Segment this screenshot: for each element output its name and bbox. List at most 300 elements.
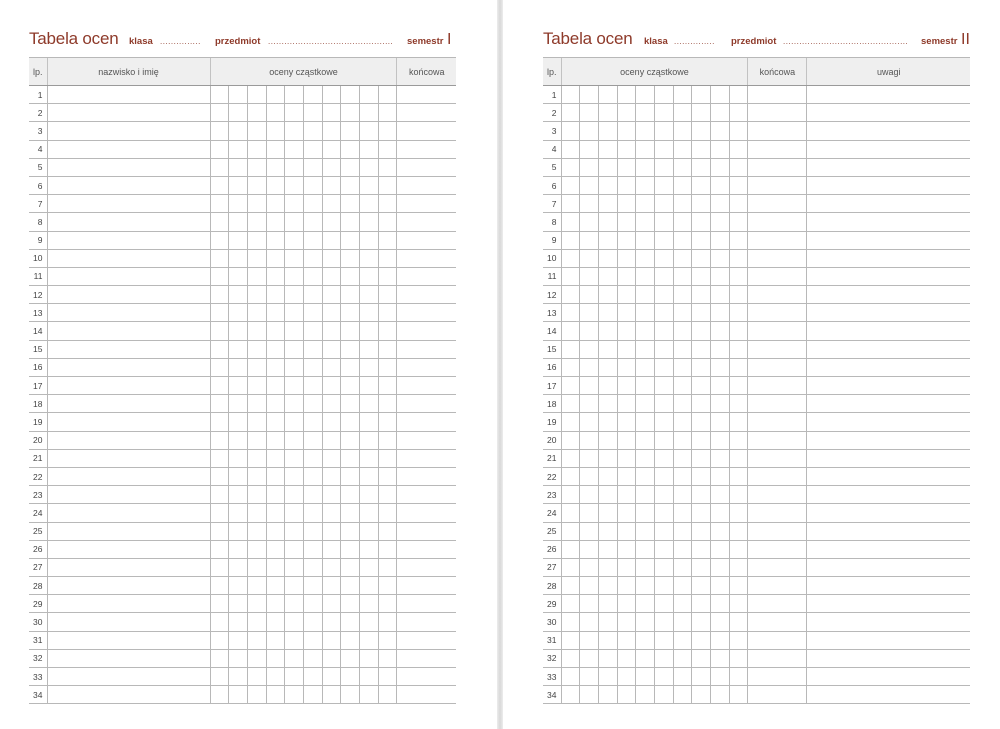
notes-cell[interactable] <box>807 504 970 522</box>
grade-cell[interactable] <box>210 686 229 704</box>
grade-cell[interactable] <box>247 176 266 194</box>
grade-cell[interactable] <box>729 431 748 449</box>
grade-cell[interactable] <box>360 595 379 613</box>
grade-cell[interactable] <box>692 322 711 340</box>
grade-cell[interactable] <box>210 122 229 140</box>
grade-cell[interactable] <box>378 449 397 467</box>
grade-cell[interactable] <box>247 213 266 231</box>
grade-cell[interactable] <box>341 340 360 358</box>
grade-cell[interactable] <box>229 522 248 540</box>
grade-cell[interactable] <box>341 140 360 158</box>
grade-cell[interactable] <box>692 86 711 104</box>
final-cell[interactable] <box>748 322 807 340</box>
grade-cell[interactable] <box>729 304 748 322</box>
grade-cell[interactable] <box>341 631 360 649</box>
grade-cell[interactable] <box>266 195 285 213</box>
grade-cell[interactable] <box>692 304 711 322</box>
grade-cell[interactable] <box>210 504 229 522</box>
notes-cell[interactable] <box>807 140 970 158</box>
notes-cell[interactable] <box>807 668 970 686</box>
grade-cell[interactable] <box>378 504 397 522</box>
grade-cell[interactable] <box>229 467 248 485</box>
grade-cell[interactable] <box>617 176 636 194</box>
grade-cell[interactable] <box>654 286 673 304</box>
final-cell[interactable] <box>397 686 456 704</box>
grade-cell[interactable] <box>303 86 322 104</box>
grade-cell[interactable] <box>654 231 673 249</box>
grade-cell[interactable] <box>360 231 379 249</box>
grade-cell[interactable] <box>711 213 730 231</box>
grade-cell[interactable] <box>285 86 304 104</box>
grade-cell[interactable] <box>210 104 229 122</box>
grade-cell[interactable] <box>729 649 748 667</box>
grade-cell[interactable] <box>360 649 379 667</box>
notes-cell[interactable] <box>807 486 970 504</box>
grade-cell[interactable] <box>285 286 304 304</box>
grade-cell[interactable] <box>561 195 580 213</box>
grade-cell[interactable] <box>303 304 322 322</box>
grade-cell[interactable] <box>561 558 580 576</box>
grade-cell[interactable] <box>692 231 711 249</box>
grade-cell[interactable] <box>673 158 692 176</box>
grade-cell[interactable] <box>617 449 636 467</box>
notes-cell[interactable] <box>807 86 970 104</box>
grade-cell[interactable] <box>580 577 599 595</box>
grade-cell[interactable] <box>598 649 617 667</box>
grade-cell[interactable] <box>673 377 692 395</box>
grade-cell[interactable] <box>636 413 655 431</box>
grade-cell[interactable] <box>561 231 580 249</box>
grade-cell[interactable] <box>247 231 266 249</box>
final-cell[interactable] <box>748 486 807 504</box>
grade-cell[interactable] <box>378 431 397 449</box>
grade-cell[interactable] <box>266 213 285 231</box>
grade-cell[interactable] <box>598 686 617 704</box>
grade-cell[interactable] <box>692 413 711 431</box>
final-cell[interactable] <box>748 540 807 558</box>
grade-cell[interactable] <box>378 613 397 631</box>
grade-cell[interactable] <box>654 467 673 485</box>
grade-cell[interactable] <box>360 86 379 104</box>
grade-cell[interactable] <box>341 467 360 485</box>
grade-cell[interactable] <box>341 595 360 613</box>
grade-cell[interactable] <box>673 595 692 613</box>
name-cell[interactable] <box>47 286 210 304</box>
grade-cell[interactable] <box>580 613 599 631</box>
final-cell[interactable] <box>397 413 456 431</box>
grade-cell[interactable] <box>210 522 229 540</box>
grade-cell[interactable] <box>266 304 285 322</box>
grade-cell[interactable] <box>654 104 673 122</box>
grade-cell[interactable] <box>711 158 730 176</box>
grade-cell[interactable] <box>580 540 599 558</box>
grade-cell[interactable] <box>266 686 285 704</box>
name-cell[interactable] <box>47 668 210 686</box>
name-cell[interactable] <box>47 86 210 104</box>
grade-cell[interactable] <box>341 286 360 304</box>
grade-cell[interactable] <box>580 377 599 395</box>
grade-cell[interactable] <box>322 431 341 449</box>
grade-cell[interactable] <box>360 158 379 176</box>
final-cell[interactable] <box>748 467 807 485</box>
grade-cell[interactable] <box>341 395 360 413</box>
grade-cell[interactable] <box>580 322 599 340</box>
grade-cell[interactable] <box>580 395 599 413</box>
grade-cell[interactable] <box>341 104 360 122</box>
notes-cell[interactable] <box>807 377 970 395</box>
grade-cell[interactable] <box>285 668 304 686</box>
grade-cell[interactable] <box>617 213 636 231</box>
final-cell[interactable] <box>397 540 456 558</box>
grade-cell[interactable] <box>636 649 655 667</box>
grade-cell[interactable] <box>711 176 730 194</box>
grade-cell[interactable] <box>636 213 655 231</box>
grade-cell[interactable] <box>654 358 673 376</box>
grade-cell[interactable] <box>580 558 599 576</box>
grade-cell[interactable] <box>247 577 266 595</box>
grade-cell[interactable] <box>711 358 730 376</box>
grade-cell[interactable] <box>561 140 580 158</box>
final-cell[interactable] <box>397 558 456 576</box>
grade-cell[interactable] <box>561 322 580 340</box>
grade-cell[interactable] <box>247 522 266 540</box>
grade-cell[interactable] <box>636 304 655 322</box>
grade-cell[interactable] <box>229 631 248 649</box>
grade-cell[interactable] <box>692 504 711 522</box>
grade-cell[interactable] <box>673 286 692 304</box>
grade-cell[interactable] <box>692 395 711 413</box>
grade-cell[interactable] <box>378 176 397 194</box>
grade-cell[interactable] <box>210 304 229 322</box>
grade-cell[interactable] <box>617 231 636 249</box>
grade-cell[interactable] <box>729 158 748 176</box>
grade-cell[interactable] <box>247 631 266 649</box>
grade-cell[interactable] <box>341 358 360 376</box>
grade-cell[interactable] <box>654 431 673 449</box>
grade-cell[interactable] <box>247 304 266 322</box>
grade-cell[interactable] <box>247 286 266 304</box>
grade-cell[interactable] <box>673 413 692 431</box>
grade-cell[interactable] <box>729 540 748 558</box>
name-cell[interactable] <box>47 522 210 540</box>
grade-cell[interactable] <box>303 413 322 431</box>
final-cell[interactable] <box>397 213 456 231</box>
grade-cell[interactable] <box>692 467 711 485</box>
grade-cell[interactable] <box>561 86 580 104</box>
grade-cell[interactable] <box>229 504 248 522</box>
grade-cell[interactable] <box>580 649 599 667</box>
notes-cell[interactable] <box>807 522 970 540</box>
final-cell[interactable] <box>397 340 456 358</box>
grade-cell[interactable] <box>360 286 379 304</box>
grade-cell[interactable] <box>285 140 304 158</box>
grade-cell[interactable] <box>247 613 266 631</box>
grade-cell[interactable] <box>341 504 360 522</box>
grade-cell[interactable] <box>378 377 397 395</box>
grade-cell[interactable] <box>210 486 229 504</box>
grade-cell[interactable] <box>285 176 304 194</box>
grade-cell[interactable] <box>341 267 360 285</box>
grade-cell[interactable] <box>341 613 360 631</box>
grade-cell[interactable] <box>711 249 730 267</box>
grade-cell[interactable] <box>247 158 266 176</box>
grade-cell[interactable] <box>580 358 599 376</box>
grade-cell[interactable] <box>322 577 341 595</box>
grade-cell[interactable] <box>266 631 285 649</box>
grade-cell[interactable] <box>561 540 580 558</box>
grade-cell[interactable] <box>322 249 341 267</box>
grade-cell[interactable] <box>711 631 730 649</box>
final-cell[interactable] <box>748 377 807 395</box>
grade-cell[interactable] <box>711 395 730 413</box>
grade-cell[interactable] <box>303 558 322 576</box>
grade-cell[interactable] <box>247 486 266 504</box>
grade-cell[interactable] <box>360 449 379 467</box>
final-cell[interactable] <box>397 231 456 249</box>
grade-cell[interactable] <box>210 540 229 558</box>
grade-cell[interactable] <box>580 467 599 485</box>
grade-cell[interactable] <box>561 249 580 267</box>
grade-cell[interactable] <box>247 413 266 431</box>
grade-cell[interactable] <box>210 358 229 376</box>
grade-cell[interactable] <box>673 649 692 667</box>
grade-cell[interactable] <box>598 540 617 558</box>
final-cell[interactable] <box>397 668 456 686</box>
grade-cell[interactable] <box>247 122 266 140</box>
name-cell[interactable] <box>47 649 210 667</box>
grade-cell[interactable] <box>229 449 248 467</box>
final-cell[interactable] <box>748 431 807 449</box>
grade-cell[interactable] <box>580 140 599 158</box>
name-cell[interactable] <box>47 231 210 249</box>
grade-cell[interactable] <box>378 522 397 540</box>
grade-cell[interactable] <box>229 340 248 358</box>
grade-cell[interactable] <box>210 413 229 431</box>
grade-cell[interactable] <box>561 631 580 649</box>
grade-cell[interactable] <box>303 377 322 395</box>
grade-cell[interactable] <box>636 486 655 504</box>
grade-cell[interactable] <box>636 431 655 449</box>
grade-cell[interactable] <box>673 486 692 504</box>
grade-cell[interactable] <box>673 686 692 704</box>
grade-cell[interactable] <box>378 322 397 340</box>
grade-cell[interactable] <box>229 249 248 267</box>
grade-cell[interactable] <box>360 340 379 358</box>
grade-cell[interactable] <box>654 249 673 267</box>
grade-cell[interactable] <box>303 249 322 267</box>
grade-cell[interactable] <box>266 522 285 540</box>
notes-cell[interactable] <box>807 249 970 267</box>
final-cell[interactable] <box>397 195 456 213</box>
grade-cell[interactable] <box>617 504 636 522</box>
grade-cell[interactable] <box>303 231 322 249</box>
grade-cell[interactable] <box>360 140 379 158</box>
notes-cell[interactable] <box>807 413 970 431</box>
grade-cell[interactable] <box>322 377 341 395</box>
grade-cell[interactable] <box>729 577 748 595</box>
grade-cell[interactable] <box>692 631 711 649</box>
grade-cell[interactable] <box>580 249 599 267</box>
notes-cell[interactable] <box>807 158 970 176</box>
final-cell[interactable] <box>748 558 807 576</box>
grade-cell[interactable] <box>729 686 748 704</box>
final-cell[interactable] <box>397 649 456 667</box>
grade-cell[interactable] <box>247 340 266 358</box>
grade-cell[interactable] <box>617 686 636 704</box>
grade-cell[interactable] <box>692 249 711 267</box>
grade-cell[interactable] <box>692 213 711 231</box>
grade-cell[interactable] <box>692 195 711 213</box>
grade-cell[interactable] <box>322 267 341 285</box>
grade-cell[interactable] <box>322 649 341 667</box>
grade-cell[interactable] <box>654 504 673 522</box>
grade-cell[interactable] <box>729 613 748 631</box>
grade-cell[interactable] <box>673 304 692 322</box>
grade-cell[interactable] <box>692 122 711 140</box>
grade-cell[interactable] <box>692 449 711 467</box>
grade-cell[interactable] <box>692 595 711 613</box>
grade-cell[interactable] <box>229 558 248 576</box>
grade-cell[interactable] <box>341 522 360 540</box>
grade-cell[interactable] <box>210 631 229 649</box>
final-cell[interactable] <box>397 249 456 267</box>
grade-cell[interactable] <box>711 431 730 449</box>
grade-cell[interactable] <box>598 140 617 158</box>
grade-cell[interactable] <box>673 213 692 231</box>
grade-cell[interactable] <box>598 504 617 522</box>
grade-cell[interactable] <box>341 686 360 704</box>
grade-cell[interactable] <box>692 158 711 176</box>
grade-cell[interactable] <box>729 195 748 213</box>
grade-cell[interactable] <box>711 613 730 631</box>
grade-cell[interactable] <box>598 358 617 376</box>
grade-cell[interactable] <box>210 322 229 340</box>
grade-cell[interactable] <box>341 649 360 667</box>
grade-cell[interactable] <box>598 413 617 431</box>
grade-cell[interactable] <box>580 195 599 213</box>
grade-cell[interactable] <box>285 195 304 213</box>
grade-cell[interactable] <box>561 686 580 704</box>
grade-cell[interactable] <box>285 377 304 395</box>
grade-cell[interactable] <box>266 122 285 140</box>
grade-cell[interactable] <box>303 668 322 686</box>
notes-cell[interactable] <box>807 304 970 322</box>
grade-cell[interactable] <box>303 267 322 285</box>
grade-cell[interactable] <box>378 395 397 413</box>
final-cell[interactable] <box>748 195 807 213</box>
grade-cell[interactable] <box>266 140 285 158</box>
grade-cell[interactable] <box>360 377 379 395</box>
final-cell[interactable] <box>397 486 456 504</box>
grade-cell[interactable] <box>360 686 379 704</box>
grade-cell[interactable] <box>322 522 341 540</box>
grade-cell[interactable] <box>229 213 248 231</box>
grade-cell[interactable] <box>692 540 711 558</box>
grade-cell[interactable] <box>229 86 248 104</box>
grade-cell[interactable] <box>210 649 229 667</box>
grade-cell[interactable] <box>617 467 636 485</box>
grade-cell[interactable] <box>636 86 655 104</box>
name-cell[interactable] <box>47 577 210 595</box>
grade-cell[interactable] <box>360 577 379 595</box>
grade-cell[interactable] <box>378 140 397 158</box>
name-cell[interactable] <box>47 595 210 613</box>
final-cell[interactable] <box>397 595 456 613</box>
grade-cell[interactable] <box>636 340 655 358</box>
grade-cell[interactable] <box>673 322 692 340</box>
notes-cell[interactable] <box>807 322 970 340</box>
grade-cell[interactable] <box>654 304 673 322</box>
grade-cell[interactable] <box>360 540 379 558</box>
grade-cell[interactable] <box>580 486 599 504</box>
name-cell[interactable] <box>47 558 210 576</box>
grade-cell[interactable] <box>210 467 229 485</box>
grade-cell[interactable] <box>322 340 341 358</box>
grade-cell[interactable] <box>617 158 636 176</box>
grade-cell[interactable] <box>360 413 379 431</box>
grade-cell[interactable] <box>285 431 304 449</box>
grade-cell[interactable] <box>673 540 692 558</box>
grade-cell[interactable] <box>617 249 636 267</box>
grade-cell[interactable] <box>303 140 322 158</box>
grade-cell[interactable] <box>711 413 730 431</box>
grade-cell[interactable] <box>341 322 360 340</box>
grade-cell[interactable] <box>617 668 636 686</box>
grade-cell[interactable] <box>561 304 580 322</box>
grade-cell[interactable] <box>378 467 397 485</box>
notes-cell[interactable] <box>807 467 970 485</box>
grade-cell[interactable] <box>673 104 692 122</box>
grade-cell[interactable] <box>285 304 304 322</box>
grade-cell[interactable] <box>580 104 599 122</box>
grade-cell[interactable] <box>580 213 599 231</box>
grade-cell[interactable] <box>561 104 580 122</box>
grade-cell[interactable] <box>341 176 360 194</box>
grade-cell[interactable] <box>617 486 636 504</box>
grade-cell[interactable] <box>654 577 673 595</box>
grade-cell[interactable] <box>580 304 599 322</box>
name-cell[interactable] <box>47 467 210 485</box>
grade-cell[interactable] <box>692 267 711 285</box>
grade-cell[interactable] <box>692 577 711 595</box>
grade-cell[interactable] <box>580 449 599 467</box>
grade-cell[interactable] <box>729 104 748 122</box>
grade-cell[interactable] <box>229 431 248 449</box>
final-cell[interactable] <box>748 358 807 376</box>
grade-cell[interactable] <box>247 195 266 213</box>
grade-cell[interactable] <box>378 340 397 358</box>
grade-cell[interactable] <box>711 449 730 467</box>
final-cell[interactable] <box>397 304 456 322</box>
grade-cell[interactable] <box>673 577 692 595</box>
grade-cell[interactable] <box>247 449 266 467</box>
grade-cell[interactable] <box>266 377 285 395</box>
name-cell[interactable] <box>47 213 210 231</box>
grade-cell[interactable] <box>303 176 322 194</box>
grade-cell[interactable] <box>654 668 673 686</box>
grade-cell[interactable] <box>378 358 397 376</box>
grade-cell[interactable] <box>673 140 692 158</box>
grade-cell[interactable] <box>247 595 266 613</box>
grade-cell[interactable] <box>711 467 730 485</box>
grade-cell[interactable] <box>266 176 285 194</box>
grade-cell[interactable] <box>266 431 285 449</box>
grade-cell[interactable] <box>729 486 748 504</box>
notes-cell[interactable] <box>807 558 970 576</box>
final-cell[interactable] <box>748 176 807 194</box>
grade-cell[interactable] <box>711 286 730 304</box>
grade-cell[interactable] <box>210 249 229 267</box>
